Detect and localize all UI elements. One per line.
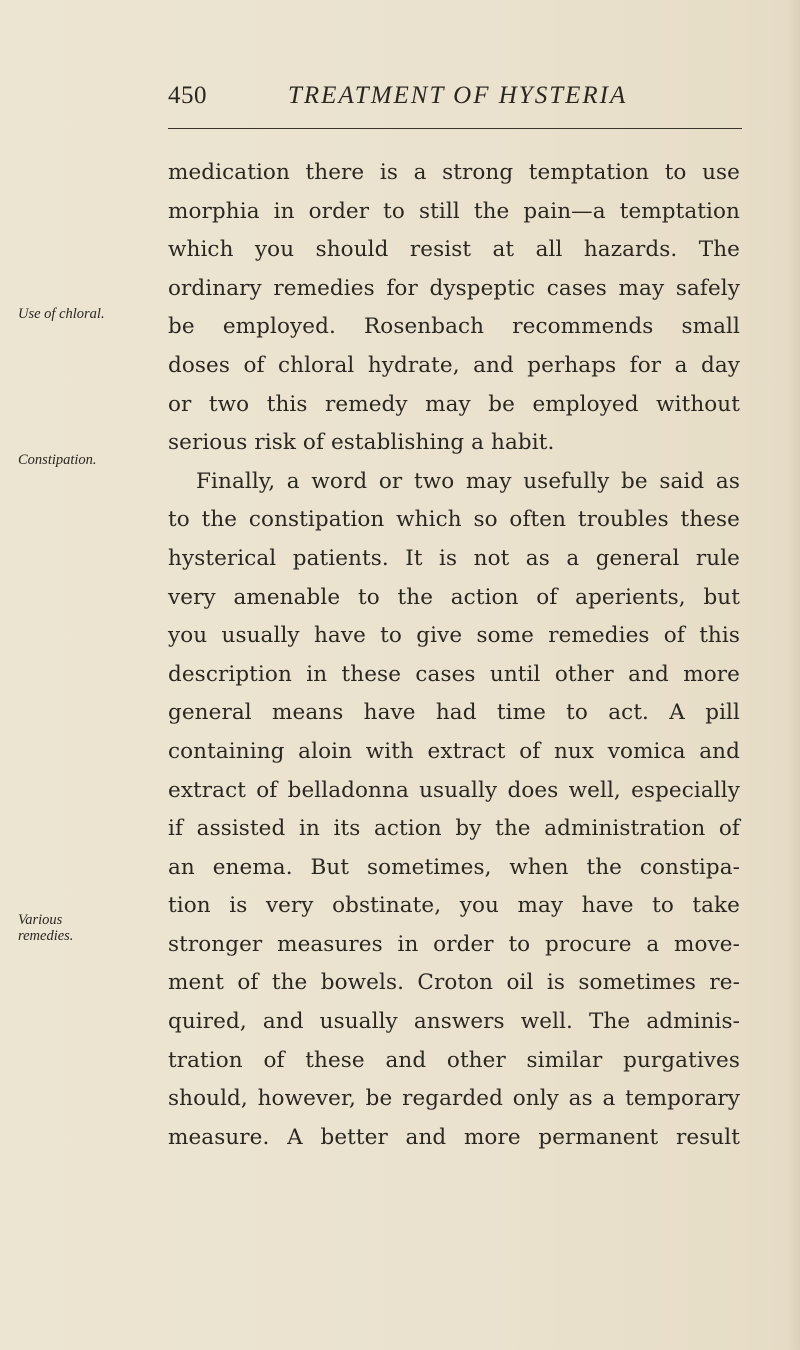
text-line: quired, and usually answers well. The adminis- bbox=[168, 1009, 740, 1035]
text-line: which you should resist at all hazards. The bbox=[168, 237, 740, 263]
text-line: if assisted in its action by the administration of bbox=[168, 816, 740, 842]
text-line: description in these cases until other and more bbox=[168, 661, 740, 687]
margin-note-various-remedies: Various remedies. bbox=[18, 912, 74, 944]
text-line: or two this remedy may be employed without bbox=[168, 391, 740, 417]
running-head bbox=[0, 82, 800, 122]
text-line: you usually have to give some remedies of this bbox=[168, 623, 740, 649]
text-line: measure. A better and more permanent result bbox=[168, 1124, 740, 1150]
text-line: morphia in order to still the pain—a temptation bbox=[168, 198, 740, 224]
text-line: serious risk of establishing a habit. bbox=[168, 430, 555, 456]
text-line: hysterical patients. It is not as a general rule bbox=[168, 545, 740, 571]
body-text bbox=[168, 154, 740, 1157]
header-rule bbox=[168, 128, 742, 129]
text-line: an enema. But sometimes, when the constipa- bbox=[168, 854, 740, 880]
text-line: should, however, be regarded only as a temporary bbox=[168, 1086, 740, 1112]
text-line: general means have had time to act. A pill bbox=[168, 700, 740, 726]
text-line: tration of these and other similar purgatives bbox=[168, 1047, 740, 1073]
text-line: ordinary remedies for dyspeptic cases may safely bbox=[168, 275, 740, 301]
text-line: Finally, a word or two may usefully be said as bbox=[196, 468, 740, 494]
text-line: extract of belladonna usually does well, especially bbox=[168, 777, 740, 803]
text-line: containing aloin with extract of nux vomica and bbox=[168, 738, 740, 764]
margin-note-use-of-chloral: Use of chloral. bbox=[18, 306, 105, 322]
text-line: tion is very obstinate, you may have to take bbox=[168, 893, 740, 919]
text-line: ment of the bowels. Croton oil is sometimes re- bbox=[168, 970, 740, 996]
text-line: medication there is a strong temptation to use bbox=[168, 160, 740, 185]
text-line: stronger measures in order to procure a move- bbox=[168, 931, 740, 957]
running-title: TREATMENT OF HYSTERIA bbox=[288, 82, 628, 109]
text-line: to the constipation which so often troubles these bbox=[168, 507, 740, 533]
text-line: be employed. Rosenbach recommends small bbox=[168, 314, 740, 340]
text-line: very amenable to the action of aperients, but bbox=[168, 584, 740, 610]
page-edge-shadow bbox=[786, 0, 800, 1350]
text-line: doses of chloral hydrate, and perhaps for a day bbox=[168, 352, 740, 378]
page-number: 450 bbox=[168, 82, 207, 109]
margin-note-constipation: Constipation. bbox=[18, 452, 97, 468]
